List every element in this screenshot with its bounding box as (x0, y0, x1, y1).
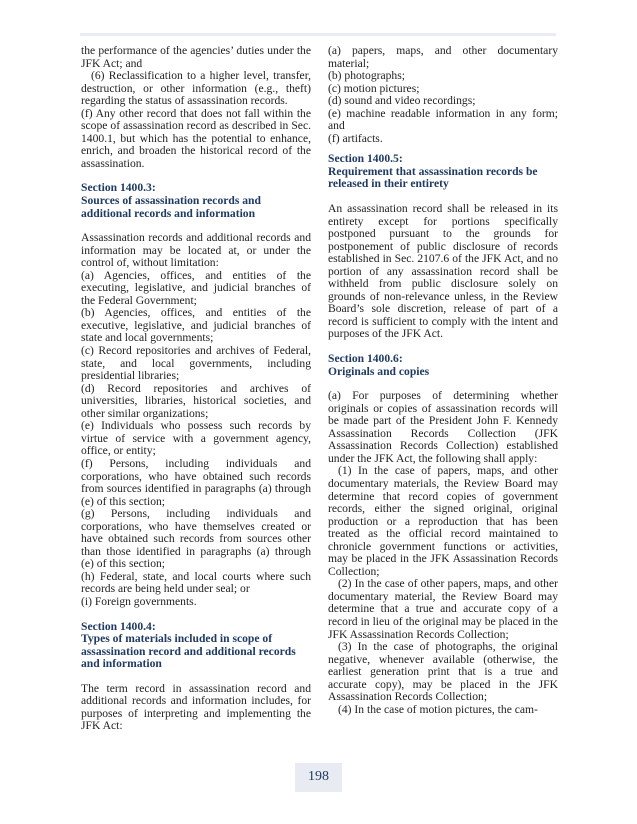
paragraph: (b) photographs; (328, 69, 405, 83)
paragraph: (a) For purposes of determining whether originals or copies of assassination records will be made part of the President John F. Kennedy Assassination Records Collection (JFK Assassination Records Collection) established under the JFK Act, the following shall apply: (328, 389, 558, 465)
paragraph: (f) artifacts. (328, 131, 383, 145)
paragraph: (1) In the case of papers, maps, and other documentary materials, the Review Board may determine that record copies of government records, either the signed original, original production or a reproduction that has been treated as the official record maintained to chronicle government functions or activities, may be placed in the JFK Assassination Records Collection; (328, 464, 558, 578)
paragraph: (h) Federal, state, and local courts where such records are being held under seal; or (81, 569, 311, 596)
paragraph: (e) Individuals who possess such records by virtue of service with a government agency, office, or entity; (81, 419, 311, 458)
paragraph: (d) sound and video recordings; (328, 94, 476, 108)
paragraph: (3) In the case of photographs, the original negative, whenever available (otherwise, the earliest generation print that is a true and accurate copy), may be placed in the JFK Assassination Records Collection; (328, 640, 558, 704)
section-heading: Section 1400.6: (328, 352, 403, 366)
page-number: 198 (308, 769, 329, 784)
paragraph: (d) Record repositories and archives of universities, libraries, historical societies, and other similar organizations; (81, 381, 311, 420)
left-column (81, 45, 311, 733)
spacer (81, 609, 311, 621)
paragraph: (2) In the case of other papers, maps, and other documentary material, the Review Board may determine that a true and accurate copy of a record in lieu of the original may be placed in the JFK Assassination Records Collection; (328, 577, 558, 641)
paragraph: the performance of the agencies’ duties under the JFK Act; and (81, 44, 311, 70)
top-rule (80, 33, 556, 36)
paragraph: (i) Foreign governments. (81, 594, 197, 608)
section-heading: Originals and copies (328, 364, 430, 378)
right-column (328, 45, 558, 716)
section-heading: Types of materials included in scope of assassination record and additional records and information (81, 632, 296, 671)
paragraph: (c) Record repositories and archives of Federal, state, and local governments, including presidential libraries; (81, 344, 311, 383)
section-heading: Section 1400.5: (328, 152, 403, 166)
section-heading: Section 1400.4: (81, 619, 156, 633)
section-heading: Section 1400.3: (81, 181, 156, 195)
paragraph: Assassination records and additional records and information may be located at, or under the control of, without limitation: (81, 231, 311, 270)
paragraph: (4) In the case of motion pictures, the cam- (338, 702, 538, 716)
paragraph: (6) Reclassification to a higher level, transfer, destruction, or other information (e.g., theft) regarding the status of assassination records. (81, 69, 311, 108)
paragraph: (a) papers, maps, and other documentary material; (328, 44, 558, 70)
paragraph: The term record in assassination record and additional records and information includes, for purposes of interpreting and implementing the JFK Act: (81, 681, 311, 733)
paragraph: (e) machine readable information in any form; and (328, 106, 558, 133)
spacer (81, 671, 311, 683)
paragraph: (a) Agencies, offices, and entities of the executing, legislative, and judicial branches of the Federal Government; (81, 268, 311, 307)
paragraph: (c) motion pictures; (328, 81, 420, 95)
paragraph: (b) Agencies, offices, and entities of the executive, legislative, and judicial branches of state and local governments; (81, 306, 311, 345)
paragraph: (g) Persons, including individuals and corporations, who have themselves created or have obtained such records from sources other than those identified in paragraphs (a) through (e) of this section; (81, 507, 311, 571)
section-heading: Requirement that assassination records be released in their entirety (328, 164, 538, 191)
paragraph: (f) Persons, including individuals and corporations, who have obtained such records from sources identified in paragraphs (a) through (e) of this section; (81, 456, 311, 508)
paragraph: An assassination record shall be released in its entirety except for portions specifically postponed pursuant to the grounds for postponement of public disclosure of records established in Sec. 2107.6 of the JFK Act, and no portion of any assassination record shall be withheld from public disclosure solely on grounds of non-relevance unless, in the Review Board’s sole discretion, release of part of a record is sufficient to comply with the intent and purposes of the JFK Act. (328, 202, 558, 341)
section-heading: Sources of assassination records and additional records and information (81, 194, 261, 220)
paragraph: (f) Any other record that does not fall within the scope of assassination record as described in Sec. 1400.1, but which has the potential to enhance, enrich, and broaden the historical record of the assassination. (81, 106, 311, 170)
